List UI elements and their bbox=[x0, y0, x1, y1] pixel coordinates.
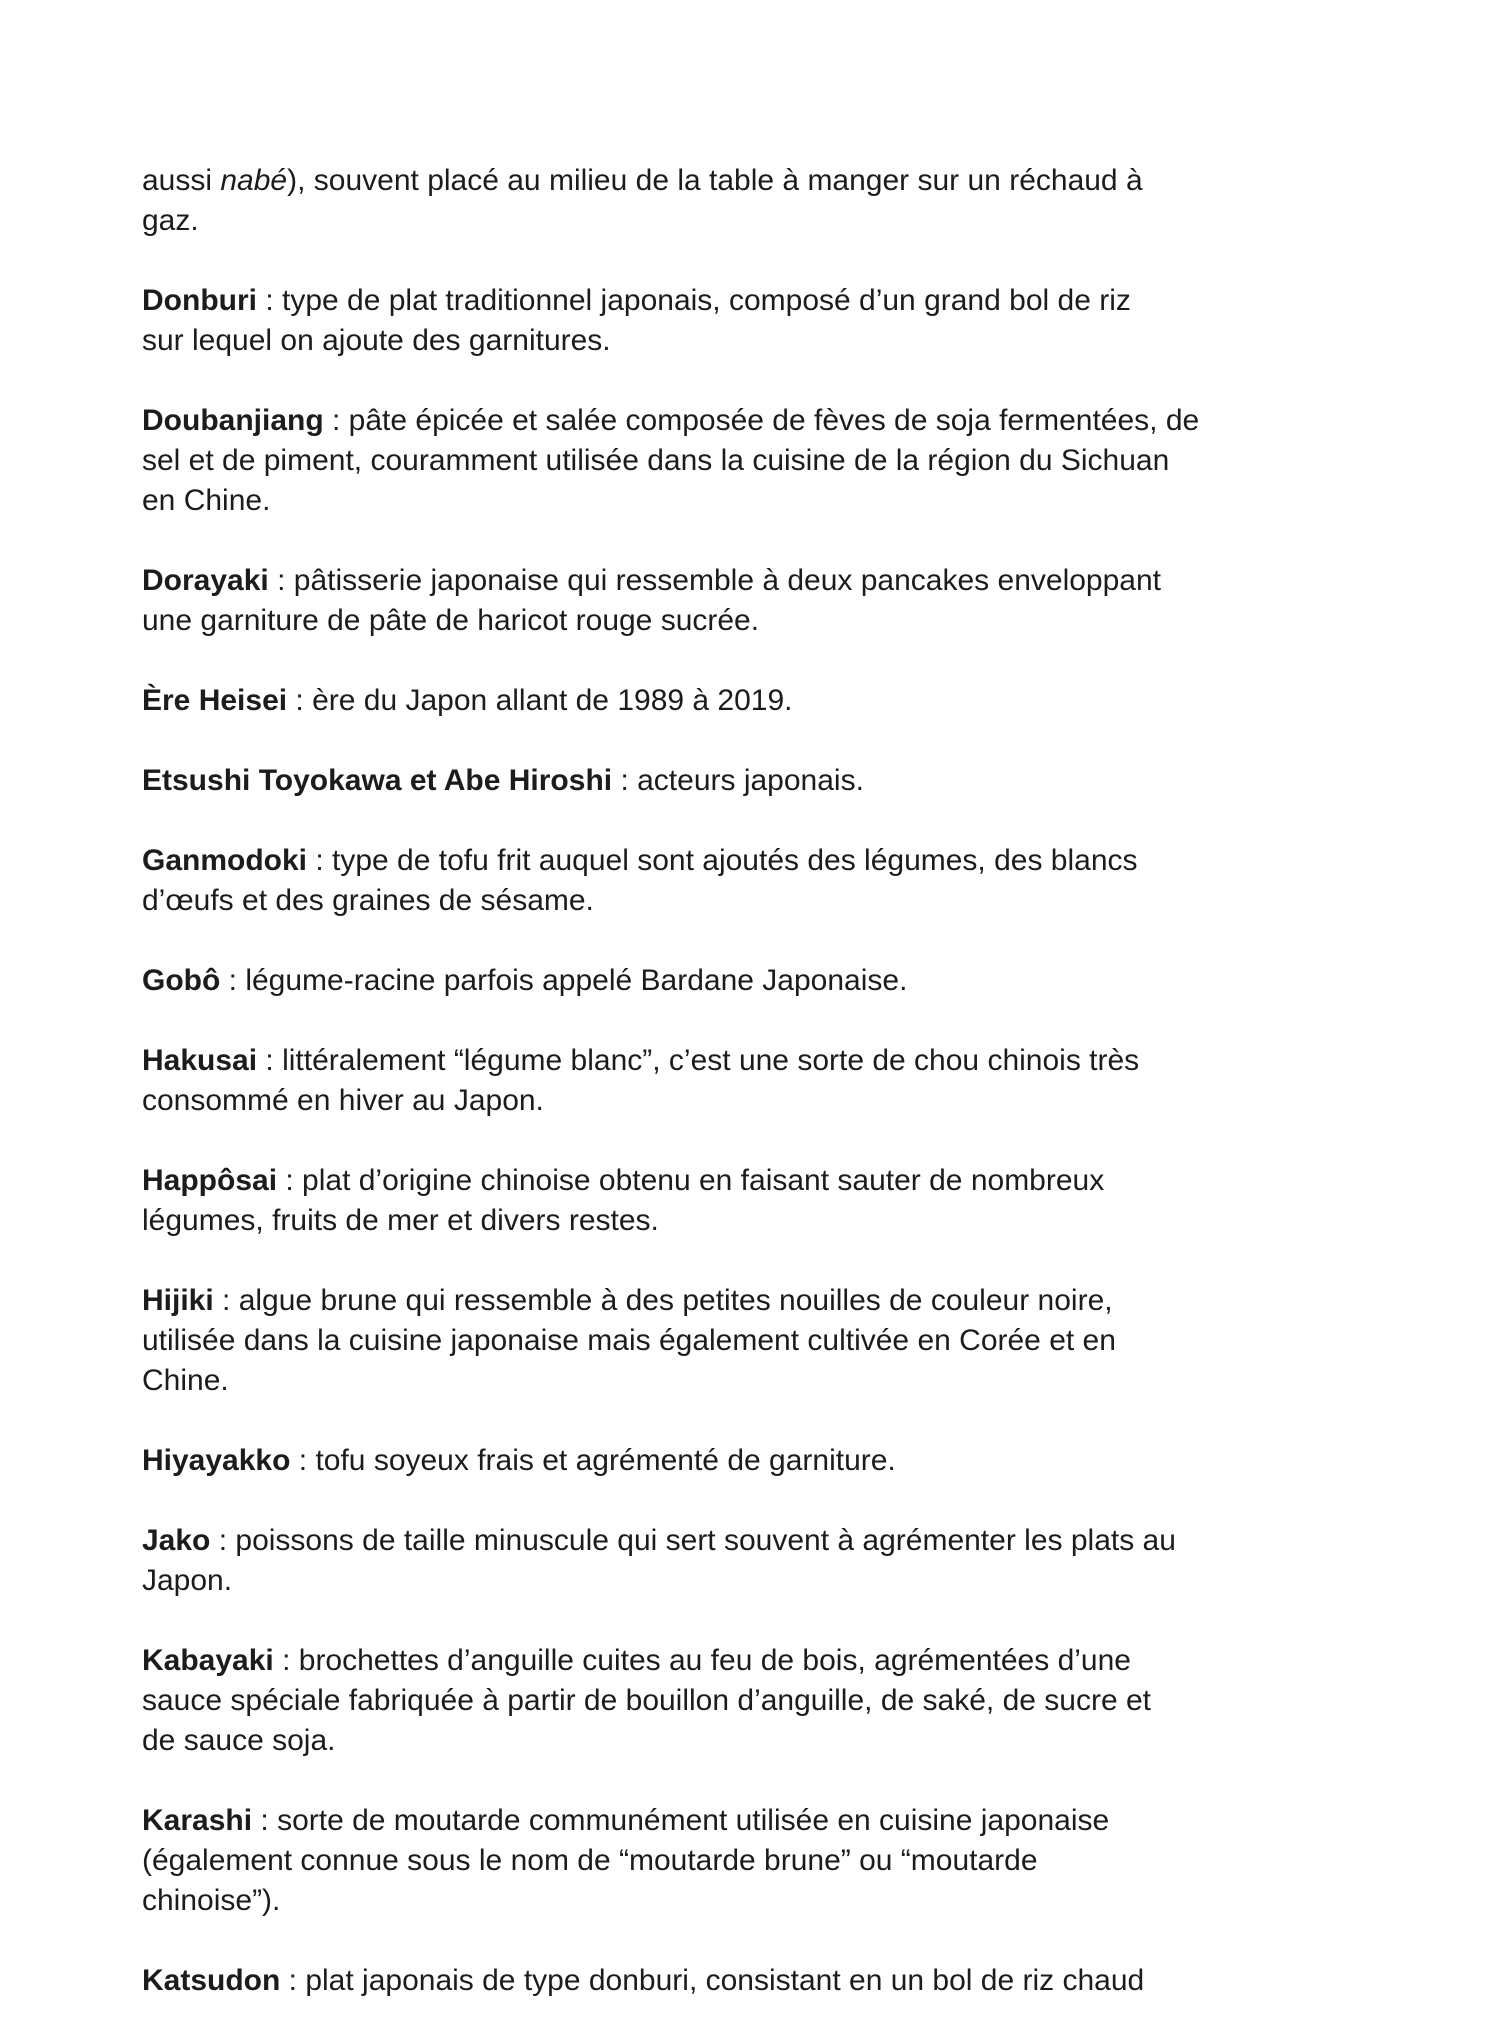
glossary-term: Etsushi Toyokawa et Abe Hiroshi bbox=[142, 764, 613, 797]
glossary-entry bbox=[142, 1041, 1442, 1121]
text-line bbox=[142, 601, 1442, 641]
text-line bbox=[142, 1521, 1442, 1561]
glossary-term: Happôsai bbox=[142, 1164, 278, 1197]
text-line bbox=[142, 401, 1442, 441]
text-line: gaz. bbox=[142, 204, 199, 237]
glossary-entry bbox=[142, 561, 1442, 641]
text-line bbox=[142, 681, 1442, 721]
definition-text: : sorte de moutarde communément utilisée en cuisine japonaise bbox=[252, 1804, 1110, 1837]
definition-text: sur lequel on ajoute des garnitures. bbox=[142, 324, 611, 357]
definition-text: Japon. bbox=[142, 1564, 233, 1597]
text-line bbox=[142, 281, 1442, 321]
text-line bbox=[142, 1281, 1442, 1321]
text-line bbox=[142, 1801, 1442, 1841]
text-line bbox=[142, 1161, 1442, 1201]
text: aussi bbox=[142, 164, 221, 197]
glossary-entry bbox=[142, 281, 1442, 361]
text-line bbox=[142, 441, 1442, 481]
text-line bbox=[142, 961, 1442, 1001]
glossary-term: Ère Heisei bbox=[142, 684, 288, 717]
glossary-term: Katsudon bbox=[142, 1964, 281, 1997]
glossary-term: Kabayaki bbox=[142, 1644, 274, 1677]
definition-text: : algue brune qui ressemble à des petites nouilles de couleur noire, bbox=[213, 1284, 1113, 1317]
definition-text: : type de tofu frit auquel sont ajoutés des légumes, des blancs bbox=[307, 844, 1138, 877]
text-line bbox=[142, 481, 1442, 521]
text-line bbox=[142, 1841, 1442, 1881]
definition-text: (également connue sous le nom de “moutarde brune” ou “moutarde bbox=[142, 1844, 1038, 1877]
text: ), souvent placé au milieu de la table à manger sur un réchaud à bbox=[287, 164, 1143, 197]
definition-text: de sauce soja. bbox=[142, 1724, 336, 1757]
glossary-list bbox=[142, 281, 1442, 2001]
text-line bbox=[142, 161, 1442, 201]
definition-text: : tofu soyeux frais et agrémenté de garniture. bbox=[290, 1444, 896, 1477]
glossary-entry bbox=[142, 1801, 1442, 1921]
glossary-entry bbox=[142, 1641, 1442, 1761]
definition-text: : acteurs japonais. bbox=[612, 764, 864, 797]
definition-text: : type de plat traditionnel japonais, composé d’un grand bol de riz bbox=[256, 284, 1131, 317]
text-line bbox=[142, 1321, 1442, 1361]
glossary-term: Hijiki bbox=[142, 1284, 214, 1317]
definition-text: : littéralement “légume blanc”, c’est une sorte de chou chinois très bbox=[257, 1044, 1140, 1077]
glossary-entry bbox=[142, 961, 1442, 1001]
glossary-term: Donburi bbox=[142, 284, 257, 317]
glossary-term: Hakusai bbox=[142, 1044, 258, 1077]
text-line bbox=[142, 1081, 1442, 1121]
glossary-entry-continuation bbox=[142, 161, 1442, 241]
text-line bbox=[142, 1721, 1442, 1761]
glossary-term: Hiyayakko bbox=[142, 1444, 291, 1477]
text-line bbox=[142, 1361, 1442, 1401]
glossary-term: Doubanjiang bbox=[142, 404, 324, 437]
definition-text: : brochettes d’anguille cuites au feu de bois, agrémentées d’une bbox=[273, 1644, 1131, 1677]
text-line bbox=[142, 841, 1442, 881]
text-line bbox=[142, 1641, 1442, 1681]
text-line bbox=[142, 1041, 1442, 1081]
definition-text: sel et de piment, couramment utilisée dans la cuisine de la région du Sichuan bbox=[142, 444, 1170, 477]
definition-text: : pâtisserie japonaise qui ressemble à deux pancakes enveloppant bbox=[268, 564, 1161, 597]
glossary-entry bbox=[142, 841, 1442, 921]
definition-text: une garniture de pâte de haricot rouge sucrée. bbox=[142, 604, 760, 637]
definition-text: utilisée dans la cuisine japonaise mais également cultivée en Corée et en bbox=[142, 1324, 1116, 1357]
italic-term: nabé bbox=[220, 164, 288, 197]
definition-text: d’œufs et des graines de sésame. bbox=[142, 884, 594, 917]
glossary-term: Jako bbox=[142, 1524, 211, 1557]
definition-text: : ère du Japon allant de 1989 à 2019. bbox=[287, 684, 793, 717]
glossary-page bbox=[142, 161, 1442, 2041]
definition-text: : poissons de taille minuscule qui sert souvent à agrémenter les plats au bbox=[210, 1524, 1176, 1557]
text-line bbox=[142, 1681, 1442, 1721]
text-line bbox=[142, 1961, 1442, 2001]
definition-text: Chine. bbox=[142, 1364, 229, 1397]
text-line bbox=[142, 1441, 1442, 1481]
text-line bbox=[142, 881, 1442, 921]
definition-text: : légume-racine parfois appelé Bardane Japonaise. bbox=[220, 964, 908, 997]
glossary-entry bbox=[142, 401, 1442, 521]
definition-text: sauce spéciale fabriquée à partir de bouillon d’anguille, de saké, de sucre et bbox=[142, 1684, 1151, 1717]
text-line bbox=[142, 1561, 1442, 1601]
definition-text: en Chine. bbox=[142, 484, 271, 517]
glossary-entry bbox=[142, 1281, 1442, 1401]
definition-text: chinoise”). bbox=[142, 1884, 281, 1917]
definition-text: : pâte épicée et salée composée de fèves de soja fermentées, de bbox=[323, 404, 1200, 437]
glossary-entry bbox=[142, 681, 1442, 721]
text-line bbox=[142, 321, 1442, 361]
glossary-entry bbox=[142, 1521, 1442, 1601]
glossary-term: Gobô bbox=[142, 964, 221, 997]
glossary-entry bbox=[142, 1441, 1442, 1481]
glossary-term: Dorayaki bbox=[142, 564, 269, 597]
glossary-entry bbox=[142, 1161, 1442, 1241]
definition-text: consommé en hiver au Japon. bbox=[142, 1084, 544, 1117]
definition-text: légumes, fruits de mer et divers restes. bbox=[142, 1204, 659, 1237]
glossary-entry bbox=[142, 1961, 1442, 2001]
text-line bbox=[142, 1881, 1442, 1921]
glossary-term: Karashi bbox=[142, 1804, 253, 1837]
text-line bbox=[142, 761, 1442, 801]
glossary-term: Ganmodoki bbox=[142, 844, 308, 877]
definition-text: : plat d’origine chinoise obtenu en faisant sauter de nombreux bbox=[277, 1164, 1105, 1197]
text-line bbox=[142, 1201, 1442, 1241]
glossary-entry bbox=[142, 761, 1442, 801]
text-line bbox=[142, 561, 1442, 601]
definition-text: : plat japonais de type donburi, consistant en un bol de riz chaud bbox=[280, 1964, 1145, 1997]
